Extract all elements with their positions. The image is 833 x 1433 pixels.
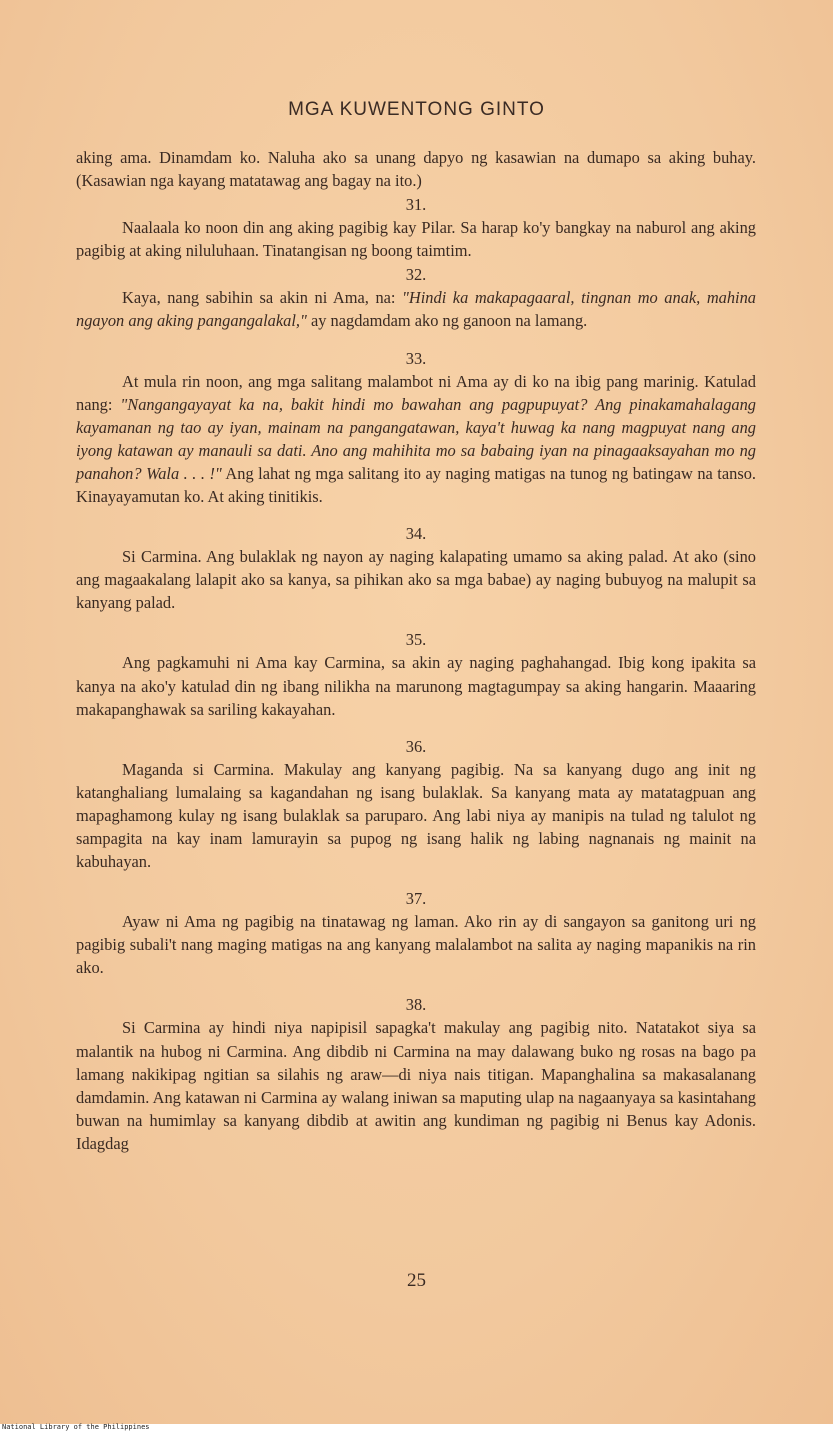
page-number: 25 [407, 1270, 426, 1291]
paragraph-32-text-b: ay nagdamdam ako ng ganoon na lamang. [306, 311, 588, 331]
paragraph-35-text: Ang pagkamuhi ni Ama kay Carmina, sa akin ay naging paghahangad. Ibig kong ipakita sa kanya na ako'y katulad din ng ibang nilikha na marunong magtagumpay sa aking hangarin. Maaaring makapanghawak sa sariling kakayahan. [76, 653, 756, 719]
paragraph-38-text: Si Carmina ay hindi niya napipisil sapagka't makulay ang pagibig nito. Natatakot siya sa malantik na hubog ni Carmina. Ang dibdib ni Carmina na may dalawang buko ng rosas na bago pa lamang nakikipag ngitian sa silahis ng araw—di niya nais titigan. Mapanghalina sa makasalanang damdamin. Ang katawan ni Carmina ay walang iniwan sa maputing ulap na nagaanyaya sa kasintahang buwan na humimlay sa kanyang dibdib at awitin ang kundiman ng pagibig ni Benus kay Adonis. Idagdag [76, 1018, 756, 1153]
paragraph-33 [76, 370, 756, 509]
footer-bar [0, 1424, 833, 1433]
paragraph-34-text: Si Carmina. Ang bulaklak ng nayon ay naging kalapating umamo sa aking palad. At ako (sino ang magaakalang lalapit ako sa kanya, sa pihikan ako sa mga babae) ay naging bubuyog na malupit sa kanyang palad. [76, 547, 756, 613]
page-body [76, 146, 756, 1155]
paragraph-33-text-a: At mula rin noon, ang mga salitang malambot ni Ama ay di ko na ibig pang marinig. Katulad nang: [76, 371, 756, 414]
paragraph-32-quote: "Hindi ka makapagaaral, tingnan mo anak, mahina ngayon ang aking pangangalakal," [76, 288, 756, 331]
section-number-34: 34. [405, 524, 427, 544]
paragraph-31 [76, 216, 756, 262]
paragraph-36-text: Maganda si Carmina. Makulay ang kanyang pagibig. Na sa kanyang dugo ang init ng katanghaliang lumalaing sa kagandahan ng isang bulaklak. Sa kanyang mata ay matatagpuan ang mapaghamong kulay ng isang bulaklak sa paruparo. Ang labi niya ay manipis na tulad ng talulot ng sampagita na kay inam lamurayin sa pupog ng isang halik ng labing nagnanais ng mainit na kabuhayan. [76, 759, 756, 872]
section-number-32: 32. [405, 265, 427, 285]
paragraph-32-text-a: Kaya, nang sabihin sa akin ni Ama, na: [122, 288, 403, 308]
paragraph-34 [76, 545, 756, 614]
section-number-35: 35. [405, 630, 427, 650]
paragraph-37 [76, 910, 756, 979]
paragraph-37-text: Ayaw ni Ama ng pagibig na tinatawag ng laman. Ako rin ay di sangayon sa ganitong uri ng pagibig subali't nang maging matigas na ang kanyang malalambot na salita ay naging mapanikis na rin ako. [76, 912, 756, 978]
paragraph-38 [76, 1016, 756, 1155]
paragraph-continued: aking ama. Dinamdam ko. Naluha ako sa unang dapyo ng kasawian na dumapo sa aking buhay. (Kasawian nga kayang matatawag ang bagay na ito.) [76, 148, 756, 191]
footer-credit: National Library of the Philippines [2, 1423, 150, 1431]
paragraph-33-quote: "Nangangayayat ka na, bakit hindi mo bawahan ang pagpupuyat? Ang pinakamahalagang kayamanan ng tao ay iyan, mainam na pangangatawan, kaya't huwag ka nang magpuyat nang ang iyong katawan ay manauli sa dati. Ano ang mahihita mo sa babaing iyan na pinagaaksayahan mo ng panahon? Wala . . . !" [76, 394, 756, 483]
section-number-38: 38. [405, 995, 427, 1015]
paragraph-33-text-b: Ang lahat ng mga salitang ito ay naging matigas na tunog ng batingaw na tanso. Kinayayamutan ko. At aking tinitikis. [76, 463, 756, 507]
section-number-31: 31. [405, 195, 427, 215]
section-number-37: 37. [405, 889, 427, 909]
section-number-33: 33. [405, 348, 427, 368]
paragraph-32 [76, 286, 756, 332]
paragraph-35 [76, 651, 756, 720]
section-number-36: 36. [405, 736, 427, 756]
paragraph-31-text: Naalaala ko noon din ang aking pagibig kay Pilar. Sa harap ko'y bangkay na naburol ang aking pagibig at aking niluluhaan. Tinatangisan ng boong taimtim. [76, 218, 756, 261]
running-header: MGA KUWENTONG GINTO [288, 99, 545, 120]
paragraph-36 [76, 758, 756, 873]
